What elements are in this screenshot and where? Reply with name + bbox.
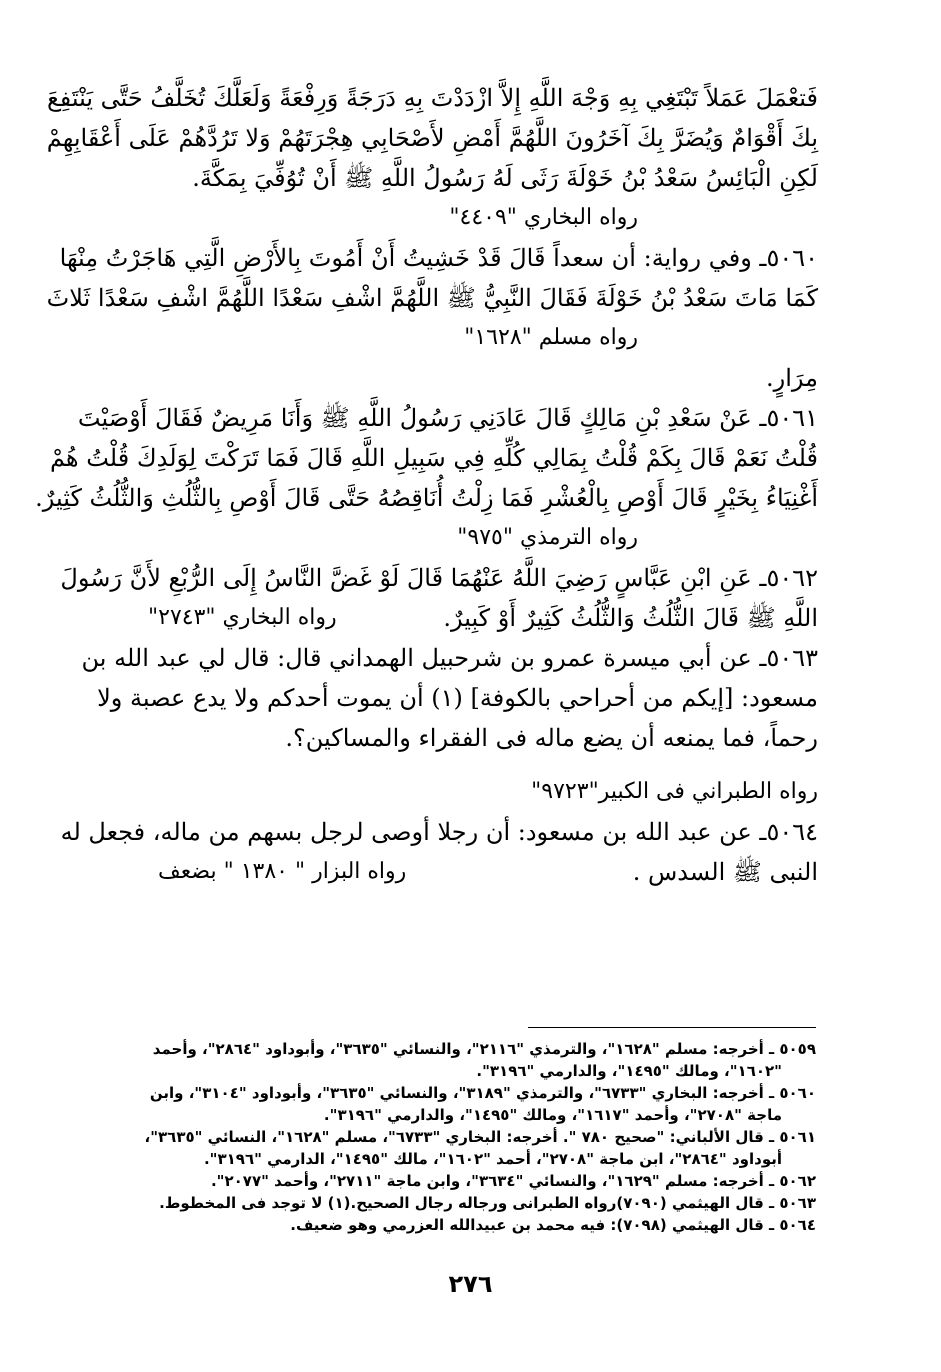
- text-line: مِرَارٍ.: [766, 364, 818, 392]
- text-line: فَتعْمَلَ عَمَلاً تَبْتَغِي بِهِ وَجْهَ اللَّهِ إِلاَّ ازْدَدْتَ بِهِ دَرَجَةً وَرِفْعَةً وَلَعَلَّكَ تُخَلَّفُ حَتَّى يَنْتَفِعَ: [46, 84, 818, 112]
- text-line: بِكَ أَقْوَامٌ وَيُضَرَّ بِكَ آخَرُونَ اللَّهُمَّ أَمْضِ لأَصْحَابِي هِجْرَتَهُمْ وَلا تَرُدَّهُمْ عَلَى أَعْقَابِهِمْ: [46, 124, 818, 152]
- hadith-reference: رواه الطبراني فى الكبير"٩٧٢٣": [531, 779, 818, 804]
- text-line-with-reference: [118, 598, 818, 638]
- page-number: ٢٧٦: [448, 1270, 493, 1298]
- hadith-reference: رواه البزار " ١٣٨٠ " بضعف: [158, 859, 407, 884]
- hadith-5063-line: ٥٠٦٣ـ عن أبي ميسرة عمرو بن شرحبيل الهمداني قال: قال لي عبد الله بن: [81, 644, 818, 672]
- text-line: كَمَا مَاتَ سَعْدُ بْنُ خَوْلَةَ فَقَالَ النَّبِيُّ ﷺ اللَّهُمَّ اشْفِ سَعْدًا اللَّهُمَّ اشْفِ سَعْدًا ثَلاثَ: [46, 284, 818, 312]
- footnote: ٥٠٥٩ ـ أخرجه: مسلم "١٦٢٨"، والترمذي "٢١١٦"، والنسائي "٣٦٣٥"، وأبوداود "٢٨٦٤"، وأحمد: [152, 1040, 816, 1058]
- footnote: ٥٠٦٣ ـ قال الهيثمي (٧٠٩٠)رواه الطبرانى ورجاله رجال الصحيح.(١) لا توجد فى المخطوط.: [159, 1194, 816, 1212]
- footnotes: [130, 1038, 816, 1236]
- footnote: ٥٠٦١ ـ قال الألباني: "صحيح ٧٨٠ ". أخرجه: البخاري "٦٧٣٣"، مسلم "١٦٢٨"، النسائي "٣٦٣٥"،: [144, 1128, 816, 1146]
- footnote: ٥٠٦٢ ـ أخرجه: مسلم "١٦٢٩"، والنسائي "٣٦٣٤"، وابن ماجة "٢٧١١"، وأحمد "٢٠٧٧".: [210, 1172, 816, 1190]
- text-line: رحماً، فما يمنعه أن يضع ماله فى الفقراء والمساكين؟.: [285, 724, 818, 752]
- hadith-reference: رواه البخاري "٢٧٤٣": [148, 605, 337, 630]
- footnote: ٥٠٦٤ ـ قال الهيثمي (٧٠٩٨): فيه محمد بن عبيدالله العزرمي وهو ضعيف.: [290, 1216, 816, 1234]
- footnote-continuation: ماجة "٢٧٠٨"، وأحمد "١٦١٧"، ومالك "١٤٩٥"، والدارمي "٣١٩٦".: [323, 1106, 782, 1124]
- text-line: مسعود: [إيكم من أحراحي بالكوفة] (١) أن يموت أحدكم ولا يدع عصبة ولا: [97, 684, 818, 712]
- main-text: [35, 78, 818, 892]
- footnote-continuation: أبوداود "٢٨٦٤"، ابن ماجة "٢٧٠٨"، أحمد "١٦٠٢"، مالك "١٤٩٥"، الدارمي "٣١٩٦".: [203, 1150, 782, 1168]
- hadith-reference: رواه الترمذي "٩٧٥": [457, 525, 638, 550]
- hadith-5061-line: ٥٠٦١ـ عَنْ سَعْدِ بْنِ مَالِكٍ قَالَ عَادَنِي رَسُولُ اللَّهِ ﷺ وَأَنَا مَرِيضٌ فَقَالَ أَوْصَيْتَ: [77, 404, 818, 432]
- hadith-5064-line: ٥٠٦٤ـ عن عبد الله بن مسعود: أن رجلا أوصى لرجل بسهم من ماله، فجعل له: [60, 818, 818, 846]
- footnote-continuation: "١٦٠٢"، ومالك "١٤٩٥"، والدارمي "٣١٩٦".: [476, 1062, 782, 1080]
- hadith-reference: رواه البخاري "٤٤٠٩": [449, 205, 638, 230]
- text-line: أَغْنِيَاءُ بِخَيْرٍ قَالَ أَوْصِ بِالْعُشْرِ فَمَا زِلْتُ أُنَاقِصُهُ حَتَّى قَالَ أَوْصِ بِالثُّلُثِ وَالثُّلُثُ كَثِيرٌ.: [35, 484, 818, 512]
- text-line: اللَّهِ ﷺ قَالَ الثُّلُثُ وَالثُّلُثُ كَثِيرٌ أَوْ كَبِيرٌ.: [443, 604, 818, 632]
- footnote: ٥٠٦٠ ـ أخرجه: البخاري "٦٧٣٣"، والترمذي "٣١٨٩"، والنسائي "٣٦٣٥"، وأبوداود "٣١٠٤"، وابن: [149, 1084, 816, 1102]
- footnote-divider: [528, 1027, 816, 1028]
- hadith-5062-line: ٥٠٦٢ـ عَنِ ابْنِ عَبَّاسٍ رَضِيَ اللَّهُ عَنْهُمَا قَالَ لَوْ غَضَّ النَّاسُ إِلَى الرُّبْعِ لأَنَّ رَسُولَ: [60, 564, 818, 592]
- text-line: لَكِنِ الْبَائِسُ سَعْدُ بْنُ خَوْلَةَ رَثَى لَهُ رَسُولُ اللَّهِ ﷺ أَنْ تُوُفِّيَ بِمَكَّةَ.: [192, 164, 818, 192]
- text-line: قُلْتُ نَعَمْ قَالَ بِكَمْ قُلْتُ بِمَالِي كُلِّهِ فِي سَبِيلِ اللَّهِ قَالَ فَمَا تَرَكْتَ لِوَلَدِكَ قُلْتُ هُمْ: [49, 444, 818, 472]
- text-line: النبى ﷺ السدس .: [632, 858, 818, 886]
- text-line-with-reference: [118, 852, 818, 892]
- hadith-5060-line: ٥٠٦٠ـ وفي رواية: أن سعداً قَالَ قَدْ خَشِيتُ أَنْ أَمُوتَ بِالأَرْضِ الَّتِي هَاجَرْتُ مِنْهَا: [59, 244, 818, 272]
- hadith-reference: رواه مسلم "١٦٢٨": [464, 325, 638, 350]
